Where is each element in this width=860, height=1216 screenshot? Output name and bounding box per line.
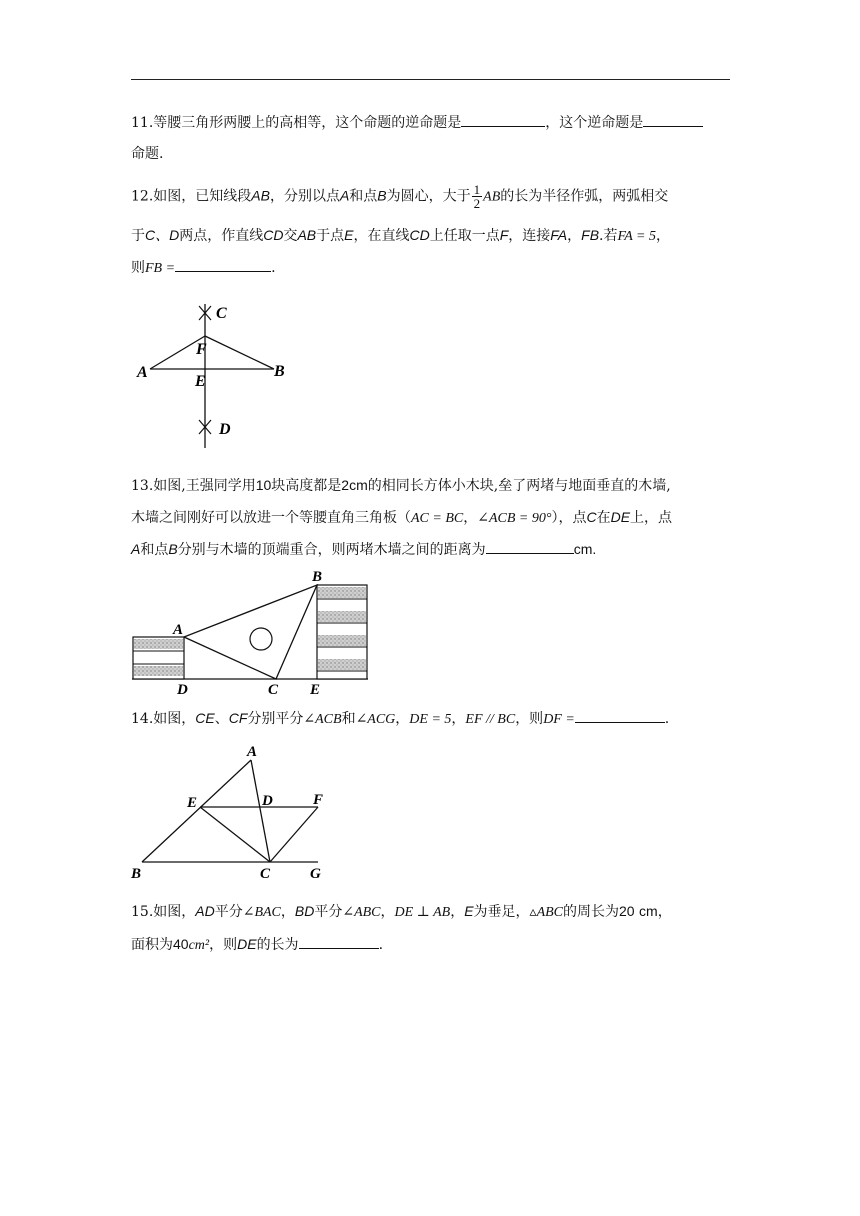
q13-line2: 木墙之间刚好可以放进一个等腰直角三角板（AC = BC，∠ACB = 90°），点C在DE上，点 bbox=[131, 509, 673, 526]
q13-figure bbox=[130, 566, 375, 698]
q15-blank bbox=[299, 934, 379, 949]
q14-label-f: F bbox=[313, 792, 324, 808]
q11-line1: 11.等腰三角形两腰上的高相等，这个命题的逆命题是 ，这个逆命题是 bbox=[131, 112, 703, 133]
q13-label-e: E bbox=[310, 682, 321, 698]
q14-label-d: D bbox=[262, 793, 273, 809]
q14-line-ba bbox=[142, 760, 251, 862]
q13-label-d: D bbox=[177, 682, 188, 698]
q13-triangle-hole bbox=[250, 628, 272, 650]
q12-label-b: B bbox=[274, 363, 285, 380]
header-rule bbox=[131, 79, 730, 80]
q14-line-cf bbox=[270, 807, 318, 862]
q13-label-a: A bbox=[173, 622, 184, 638]
q15-line1: 15.如图，AD平分∠BAC，BD平分∠ABC，DE ⊥ AB，E为垂足，▵ABC的周长为20 cm， bbox=[131, 903, 672, 920]
q12-label-f: F bbox=[196, 341, 207, 358]
q14-line-ac bbox=[251, 760, 270, 862]
q13-triangle bbox=[184, 585, 317, 679]
q14-blank bbox=[575, 708, 665, 723]
q12-segment-fb bbox=[205, 336, 274, 369]
q12-figure bbox=[130, 296, 300, 456]
q14-label-a: A bbox=[247, 744, 258, 760]
q13-right-wall bbox=[317, 585, 367, 679]
q14-line1: 14.如图，CE、CF分别平分∠ACB和∠ACG，DE = 5，EF // BC，则DF = . bbox=[131, 710, 670, 727]
q14-label-c: C bbox=[260, 866, 271, 882]
q13-blank bbox=[486, 539, 574, 554]
q14-line-ec bbox=[200, 807, 270, 862]
q14-label-b: B bbox=[131, 866, 142, 882]
q13-label-c: C bbox=[268, 682, 279, 698]
q12-line1: 12.如图，已知线段AB，分别以点A和点B为圆心，大于 $\frac{1}{2}$ AB的长为半径作弧，两弧相交 bbox=[131, 182, 669, 211]
q11-blank-2 bbox=[643, 112, 703, 127]
q14-label-g: G bbox=[310, 866, 321, 882]
q13-line1: 13.如图,王强同学用10块高度都是2cm的相同长方体小木块,垒了两堵与地面垂直的木墙, bbox=[131, 477, 671, 494]
q12-label-c: C bbox=[216, 305, 227, 322]
q12-line3: 则FB = . bbox=[131, 257, 276, 279]
q13-label-b: B bbox=[312, 569, 323, 585]
q12-label-e: E bbox=[195, 373, 206, 390]
q12-fraction: $\frac{1}{2}$ bbox=[473, 182, 481, 211]
q12-blank bbox=[175, 257, 271, 272]
q12-label-d: D bbox=[219, 421, 231, 438]
q11-blank-1 bbox=[461, 112, 545, 127]
q14-label-e: E bbox=[187, 795, 198, 811]
q13-left-wall bbox=[133, 637, 184, 679]
q13-line3: A和点B分别与木墙的顶端重合，则两堵木墙之间的距离为 cm. bbox=[131, 541, 597, 558]
q11-line2: 命题. bbox=[131, 146, 164, 162]
q12-label-a: A bbox=[137, 364, 148, 381]
q14-figure bbox=[128, 740, 340, 882]
q15-line2: 面积为40cm²，则DE的长为 . bbox=[131, 936, 384, 953]
q12-line2: 于C、D两点，作直线CD交AB于点E，在直线CD上任取一点F，连接FA，FB.若FA = 5， bbox=[131, 227, 670, 244]
